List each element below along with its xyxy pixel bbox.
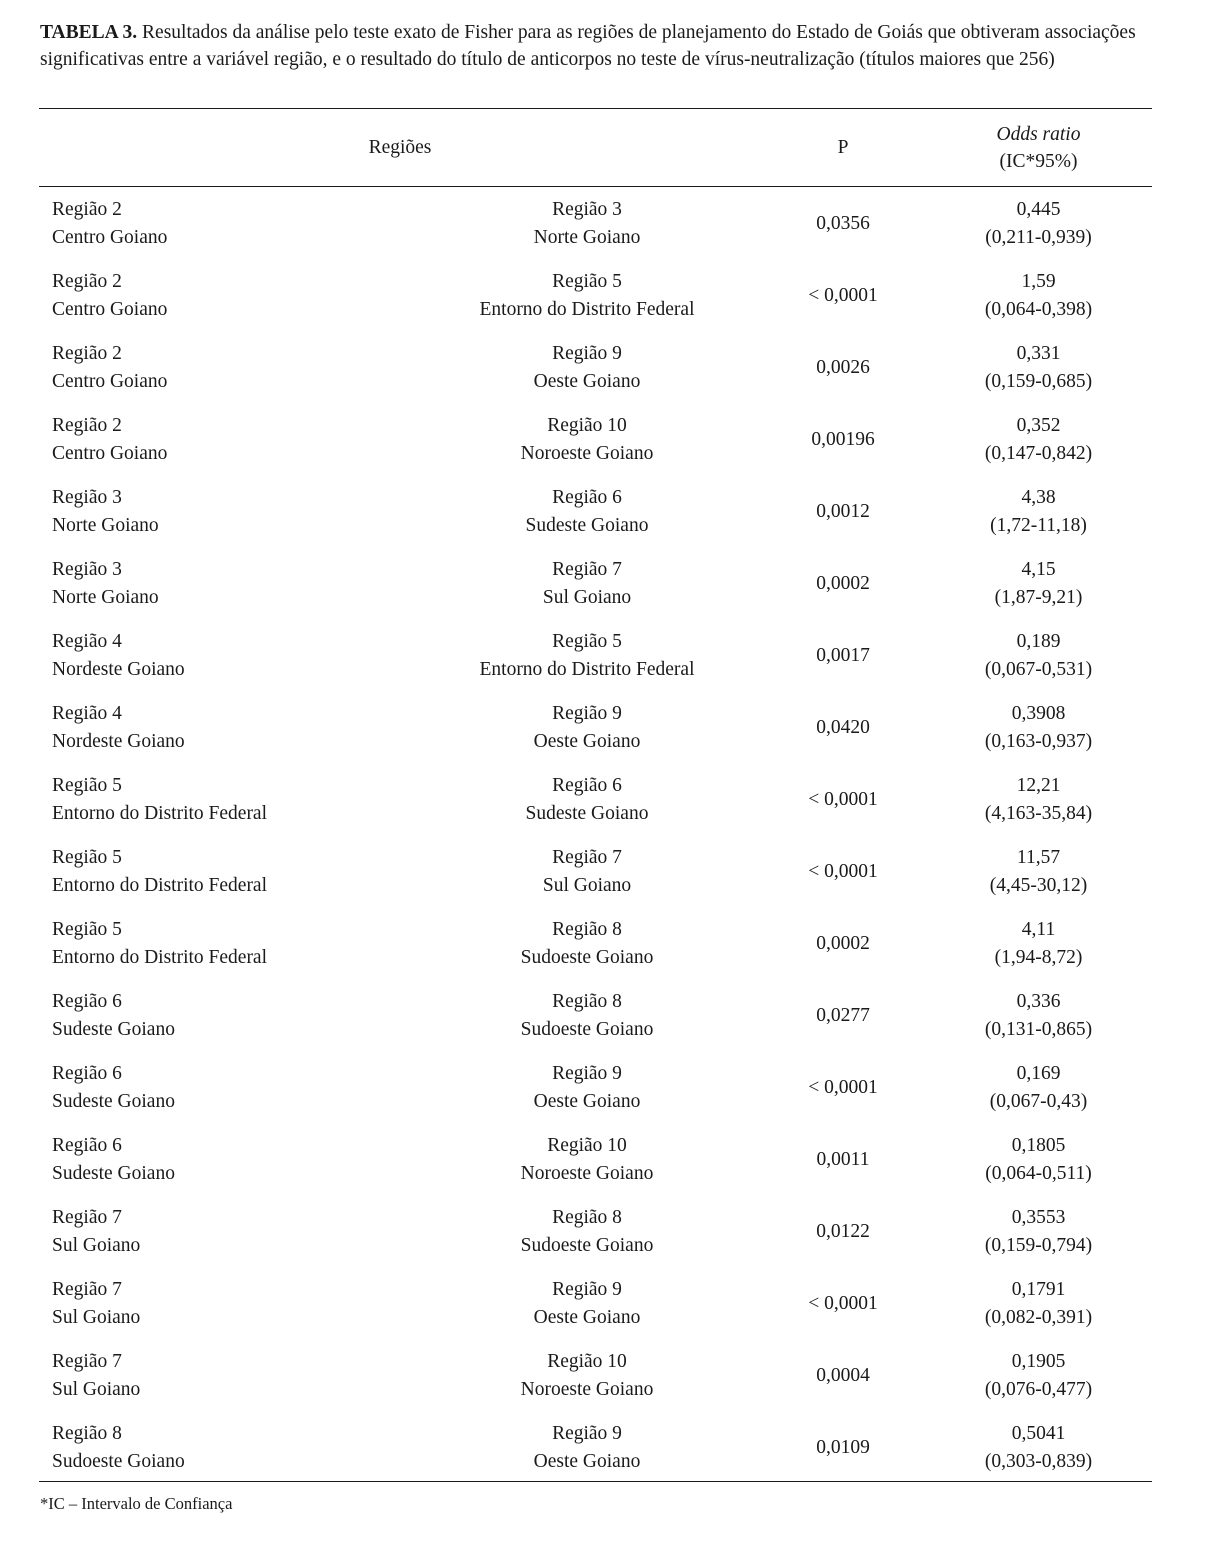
region-a-name: Sudeste Goiano xyxy=(52,1163,175,1184)
region-b-name: Sudoeste Goiano xyxy=(520,1235,654,1256)
region-a-number: Região 7 xyxy=(52,1207,122,1228)
odds-ratio-value: 12,21 xyxy=(1016,775,1061,796)
region-b-number: Região 9 xyxy=(552,343,622,364)
region-a-name: Sudoeste Goiano xyxy=(52,1451,185,1472)
p-value-cell xyxy=(761,1204,925,1260)
region-a-number: Região 6 xyxy=(52,991,122,1012)
region-b-name: Sudeste Goiano xyxy=(525,515,649,536)
p-value-cell xyxy=(761,1348,925,1404)
confidence-interval: (0,082-0,391) xyxy=(984,1307,1093,1328)
odds-ratio-value: 0,352 xyxy=(1016,415,1061,436)
region-a-name: Sul Goiano xyxy=(52,1235,141,1256)
confidence-interval: (0,064-0,511) xyxy=(985,1163,1092,1184)
odds-ratio-value: 0,331 xyxy=(1016,343,1061,364)
region-a-number: Região 7 xyxy=(52,1351,122,1372)
table-row xyxy=(39,985,1152,1057)
p-value: 0,0122 xyxy=(816,1221,870,1242)
region-b-number: Região 3 xyxy=(552,199,622,220)
p-value: < 0,0001 xyxy=(808,789,878,810)
region-a-name: Sul Goiano xyxy=(52,1307,141,1328)
table-row xyxy=(39,1057,1152,1129)
region-b-cell xyxy=(437,412,737,468)
region-b-name: Sudeste Goiano xyxy=(525,803,649,824)
region-b-number: Região 7 xyxy=(552,847,622,868)
region-a-name: Norte Goiano xyxy=(52,587,159,608)
p-value: < 0,0001 xyxy=(808,285,878,306)
confidence-interval: (1,72-11,18) xyxy=(990,515,1087,536)
p-value: 0,00196 xyxy=(811,429,875,450)
region-a-cell xyxy=(52,628,452,684)
table-footnote: *IC – Intervalo de Confiança xyxy=(40,1494,233,1513)
p-value-cell xyxy=(761,700,925,756)
region-b-name: Oeste Goiano xyxy=(533,371,641,392)
odds-ratio-value: 0,445 xyxy=(1016,199,1061,220)
p-value-cell xyxy=(761,340,925,396)
region-a-name: Sudeste Goiano xyxy=(52,1091,175,1112)
p-value-cell xyxy=(761,1060,925,1116)
region-a-name: Entorno do Distrito Federal xyxy=(52,875,268,896)
p-value: < 0,0001 xyxy=(808,1077,878,1098)
odds-ratio-cell xyxy=(925,988,1152,1044)
region-b-number: Região 8 xyxy=(552,991,622,1012)
region-a-cell xyxy=(52,988,452,1044)
odds-ratio-value: 0,1791 xyxy=(1011,1279,1066,1300)
p-value: 0,0109 xyxy=(816,1437,870,1458)
odds-ratio-cell xyxy=(925,1420,1152,1476)
table-body xyxy=(39,193,1152,1489)
confidence-interval: (0,147-0,842) xyxy=(984,443,1093,464)
p-value: 0,0017 xyxy=(816,645,870,666)
p-value: 0,0011 xyxy=(816,1149,870,1170)
odds-ratio-cell xyxy=(925,772,1152,828)
region-b-cell xyxy=(437,196,737,252)
table-row xyxy=(39,1417,1152,1489)
region-a-number: Região 6 xyxy=(52,1063,122,1084)
header-ci-label: (IC*95%) xyxy=(999,150,1078,172)
odds-ratio-value: 0,1905 xyxy=(1011,1351,1066,1372)
region-a-name: Entorno do Distrito Federal xyxy=(52,947,268,968)
p-value-cell xyxy=(761,988,925,1044)
table-caption xyxy=(40,19,1160,73)
table-row xyxy=(39,553,1152,625)
region-b-cell xyxy=(437,484,737,540)
region-b-name: Oeste Goiano xyxy=(533,1451,641,1472)
region-b-number: Região 9 xyxy=(552,1063,622,1084)
region-b-number: Região 10 xyxy=(547,1351,627,1372)
region-a-name: Centro Goiano xyxy=(52,299,168,320)
region-b-name: Oeste Goiano xyxy=(533,1091,641,1112)
caption-label: TABELA 3. xyxy=(40,22,138,43)
region-b-cell xyxy=(437,340,737,396)
odds-ratio-cell xyxy=(925,844,1152,900)
region-b-number: Região 10 xyxy=(547,1135,627,1156)
region-a-number: Região 4 xyxy=(52,703,122,724)
region-a-cell xyxy=(52,916,452,972)
table-row xyxy=(39,1345,1152,1417)
p-value: 0,0012 xyxy=(816,501,870,522)
region-b-name: Noroeste Goiano xyxy=(520,1163,654,1184)
p-value: 0,0420 xyxy=(816,717,870,738)
odds-ratio-cell xyxy=(925,556,1152,612)
region-b-name: Sul Goiano xyxy=(542,587,632,608)
region-b-cell xyxy=(437,628,737,684)
confidence-interval: (1,87-9,21) xyxy=(994,587,1083,608)
region-a-name: Sudeste Goiano xyxy=(52,1019,175,1040)
p-value: 0,0026 xyxy=(816,357,870,378)
region-a-cell xyxy=(52,844,452,900)
region-b-cell xyxy=(437,916,737,972)
table-row xyxy=(39,265,1152,337)
table-row xyxy=(39,841,1152,913)
table-row xyxy=(39,913,1152,985)
confidence-interval: (0,064-0,398) xyxy=(984,299,1093,320)
region-b-name: Entorno do Distrito Federal xyxy=(479,299,695,320)
region-b-cell xyxy=(437,844,737,900)
region-b-name: Noroeste Goiano xyxy=(520,443,654,464)
region-a-name: Centro Goiano xyxy=(52,443,168,464)
odds-ratio-cell xyxy=(925,1348,1152,1404)
table-row xyxy=(39,1273,1152,1345)
confidence-interval: (0,067-0,531) xyxy=(984,659,1093,680)
odds-ratio-value: 0,5041 xyxy=(1011,1423,1066,1444)
region-b-number: Região 10 xyxy=(547,415,627,436)
region-b-number: Região 7 xyxy=(552,559,622,580)
region-a-cell xyxy=(52,340,452,396)
p-value: < 0,0001 xyxy=(808,861,878,882)
odds-ratio-value: 0,3553 xyxy=(1011,1207,1066,1228)
region-b-name: Sul Goiano xyxy=(542,875,632,896)
table-bottom-rule xyxy=(39,1481,1152,1482)
odds-ratio-value: 4,38 xyxy=(1021,487,1056,508)
header-regions-label: Regiões xyxy=(368,137,432,158)
p-value-cell xyxy=(761,412,925,468)
odds-ratio-cell xyxy=(925,700,1152,756)
p-value: 0,0356 xyxy=(816,213,870,234)
region-a-number: Região 3 xyxy=(52,487,122,508)
odds-ratio-value: 4,11 xyxy=(1021,919,1056,940)
p-value: 0,0002 xyxy=(816,933,870,954)
p-value: 0,0002 xyxy=(816,573,870,594)
region-a-cell xyxy=(52,412,452,468)
confidence-interval: (0,163-0,937) xyxy=(984,731,1093,752)
region-a-number: Região 2 xyxy=(52,199,122,220)
region-a-name: Nordeste Goiano xyxy=(52,659,185,680)
region-a-number: Região 8 xyxy=(52,1423,122,1444)
region-b-name: Sudoeste Goiano xyxy=(520,947,654,968)
region-b-name: Entorno do Distrito Federal xyxy=(479,659,695,680)
region-a-number: Região 5 xyxy=(52,775,122,796)
header-p-label: P xyxy=(837,137,849,158)
odds-ratio-cell xyxy=(925,196,1152,252)
odds-ratio-cell xyxy=(925,1132,1152,1188)
table-row xyxy=(39,697,1152,769)
header-regions xyxy=(39,109,761,186)
table-row xyxy=(39,1201,1152,1273)
odds-ratio-cell xyxy=(925,628,1152,684)
region-a-cell xyxy=(52,700,452,756)
region-a-number: Região 3 xyxy=(52,559,122,580)
region-b-cell xyxy=(437,988,737,1044)
p-value-cell xyxy=(761,556,925,612)
odds-ratio-value: 4,15 xyxy=(1021,559,1056,580)
region-b-cell xyxy=(437,772,737,828)
region-a-cell xyxy=(52,1276,452,1332)
region-a-cell xyxy=(52,196,452,252)
table-row xyxy=(39,481,1152,553)
confidence-interval: (0,211-0,939) xyxy=(985,227,1092,248)
odds-ratio-value: 0,336 xyxy=(1016,991,1061,1012)
p-value: < 0,0001 xyxy=(808,1293,878,1314)
region-b-number: Região 8 xyxy=(552,1207,622,1228)
odds-ratio-cell xyxy=(925,1276,1152,1332)
region-b-name: Oeste Goiano xyxy=(533,1307,641,1328)
region-b-number: Região 6 xyxy=(552,487,622,508)
table-row xyxy=(39,337,1152,409)
region-b-cell xyxy=(437,700,737,756)
region-a-cell xyxy=(52,1348,452,1404)
region-a-cell xyxy=(52,772,452,828)
confidence-interval: (0,303-0,839) xyxy=(984,1451,1093,1472)
region-b-cell xyxy=(437,1132,737,1188)
odds-ratio-cell xyxy=(925,1204,1152,1260)
table-row xyxy=(39,769,1152,841)
table-row xyxy=(39,1129,1152,1201)
confidence-interval: (0,159-0,794) xyxy=(984,1235,1093,1256)
region-b-number: Região 8 xyxy=(552,919,622,940)
p-value-cell xyxy=(761,268,925,324)
region-a-number: Região 2 xyxy=(52,271,122,292)
region-b-number: Região 9 xyxy=(552,703,622,724)
region-a-name: Centro Goiano xyxy=(52,227,168,248)
region-a-name: Sul Goiano xyxy=(52,1379,141,1400)
region-b-number: Região 5 xyxy=(552,271,622,292)
region-a-number: Região 7 xyxy=(52,1279,122,1300)
region-a-number: Região 2 xyxy=(52,415,122,436)
p-value-cell xyxy=(761,772,925,828)
confidence-interval: (0,067-0,43) xyxy=(989,1091,1088,1112)
region-a-number: Região 5 xyxy=(52,847,122,868)
table-row xyxy=(39,193,1152,265)
region-b-cell xyxy=(437,1060,737,1116)
odds-ratio-value: 0,189 xyxy=(1016,631,1061,652)
odds-ratio-cell xyxy=(925,1060,1152,1116)
odds-ratio-value: 1,59 xyxy=(1021,271,1056,292)
p-value: 0,0004 xyxy=(816,1365,870,1386)
region-a-name: Centro Goiano xyxy=(52,371,168,392)
region-a-cell xyxy=(52,1060,452,1116)
region-a-cell xyxy=(52,1132,452,1188)
header-p xyxy=(761,109,925,186)
p-value: 0,0277 xyxy=(816,1005,870,1026)
region-a-number: Região 2 xyxy=(52,343,122,364)
region-b-name: Oeste Goiano xyxy=(533,731,641,752)
confidence-interval: (4,45-30,12) xyxy=(989,875,1088,896)
region-a-cell xyxy=(52,1204,452,1260)
region-b-cell xyxy=(437,268,737,324)
region-b-cell xyxy=(437,1348,737,1404)
table-row xyxy=(39,409,1152,481)
region-a-name: Norte Goiano xyxy=(52,515,159,536)
region-a-number: Região 5 xyxy=(52,919,122,940)
region-a-name: Entorno do Distrito Federal xyxy=(52,803,268,824)
odds-ratio-value: 11,57 xyxy=(1016,847,1061,868)
region-b-cell xyxy=(437,1420,737,1476)
region-b-number: Região 9 xyxy=(552,1423,622,1444)
odds-ratio-value: 0,3908 xyxy=(1011,703,1066,724)
p-value-cell xyxy=(761,1420,925,1476)
p-value-cell xyxy=(761,844,925,900)
table-header-rule xyxy=(39,186,1152,187)
table-row xyxy=(39,625,1152,697)
p-value-cell xyxy=(761,484,925,540)
p-value-cell xyxy=(761,196,925,252)
odds-ratio-value: 0,169 xyxy=(1016,1063,1061,1084)
p-value-cell xyxy=(761,916,925,972)
confidence-interval: (1,94-8,72) xyxy=(994,947,1083,968)
region-b-cell xyxy=(437,556,737,612)
odds-ratio-cell xyxy=(925,268,1152,324)
region-b-name: Noroeste Goiano xyxy=(520,1379,654,1400)
region-b-cell xyxy=(437,1276,737,1332)
confidence-interval: (0,076-0,477) xyxy=(984,1379,1093,1400)
region-a-cell xyxy=(52,268,452,324)
p-value-cell xyxy=(761,1132,925,1188)
region-a-number: Região 6 xyxy=(52,1135,122,1156)
region-b-number: Região 5 xyxy=(552,631,622,652)
region-a-cell xyxy=(52,484,452,540)
confidence-interval: (0,131-0,865) xyxy=(984,1019,1093,1040)
header-odds-ratio xyxy=(925,109,1152,186)
region-b-cell xyxy=(437,1204,737,1260)
region-a-cell xyxy=(52,1420,452,1476)
region-a-name: Nordeste Goiano xyxy=(52,731,185,752)
caption-text: Resultados da análise pelo teste exato de Fisher para as regiões de planejamento do Estado de Goiás que obtiveram associações significativas entre a variável região, e o resultado do título de anticorpos no teste de vírus-neutralização (títulos maiores que 256) xyxy=(40,22,1136,70)
region-a-cell xyxy=(52,556,452,612)
table-header xyxy=(39,109,1152,186)
odds-ratio-value: 0,1805 xyxy=(1011,1135,1066,1156)
region-a-number: Região 4 xyxy=(52,631,122,652)
confidence-interval: (0,159-0,685) xyxy=(984,371,1093,392)
region-b-number: Região 6 xyxy=(552,775,622,796)
region-b-name: Norte Goiano xyxy=(533,227,641,248)
p-value-cell xyxy=(761,1276,925,1332)
header-odds-ratio-label: Odds ratio xyxy=(996,123,1081,145)
odds-ratio-cell xyxy=(925,484,1152,540)
odds-ratio-cell xyxy=(925,412,1152,468)
region-b-number: Região 9 xyxy=(552,1279,622,1300)
p-value-cell xyxy=(761,628,925,684)
odds-ratio-cell xyxy=(925,340,1152,396)
confidence-interval: (4,163-35,84) xyxy=(984,803,1093,824)
odds-ratio-cell xyxy=(925,916,1152,972)
region-b-name: Sudoeste Goiano xyxy=(520,1019,654,1040)
